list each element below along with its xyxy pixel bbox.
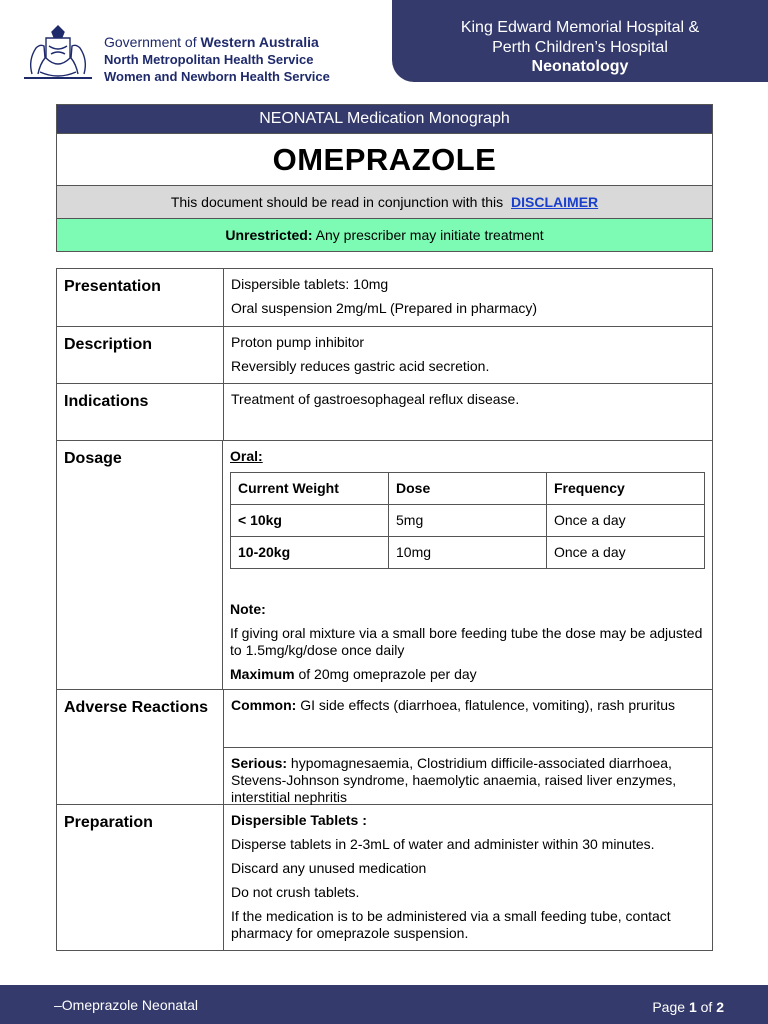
disclaimer-text: This document should be read in conjunction with this <box>170 194 504 210</box>
serious-label: Serious: <box>231 755 288 771</box>
dose-table <box>230 472 705 569</box>
page-footer <box>0 985 768 1024</box>
dose-header-weight: Current Weight <box>231 473 389 505</box>
gov-line-3: Women and Newborn Health Service <box>104 69 330 84</box>
label-dosage: Dosage <box>57 441 223 689</box>
row-adverse-reactions <box>57 689 712 804</box>
restriction-row <box>57 218 712 251</box>
government-logo <box>18 24 358 82</box>
preparation-heading: Dispersible Tablets : <box>231 812 367 828</box>
content-indications <box>224 384 712 440</box>
monograph-heading: NEONATAL Medication Monograph <box>57 105 712 133</box>
footer-doc-name: –Omeprazole Neonatal <box>54 997 198 1013</box>
content-presentation <box>224 269 712 326</box>
note-label: Note: <box>230 601 266 617</box>
common-label: Common: <box>231 697 297 713</box>
description-line: Proton pump inhibitor <box>231 334 365 350</box>
dose-table-header <box>231 473 705 505</box>
hospital-line-1: King Edward Memorial Hospital & <box>460 19 700 36</box>
dose-amount: 10mg <box>389 537 547 569</box>
label-description: Description <box>57 327 224 383</box>
hospital-line-2: Perth Children’s Hospital <box>492 38 668 56</box>
maximum-text: of 20mg omeprazole per day <box>298 666 477 682</box>
label-presentation: Presentation <box>57 269 224 326</box>
common-text: GI side effects (diarrhoea, flatulence, vomiting), rash pruritus <box>300 697 676 713</box>
content-dosage <box>223 441 712 689</box>
dose-amount: 5mg <box>389 505 547 537</box>
preparation-line: Do not crush tablets. <box>231 884 360 900</box>
dose-header-dose: Dose <box>389 473 547 505</box>
note-text: If giving oral mixture via a small bore feeding tube the dose may be adjusted to 1.5mg/kg/dose once daily <box>230 625 703 658</box>
hospital-line-3: Neonatology <box>531 58 629 75</box>
dose-weight: 10-20kg <box>231 537 389 569</box>
dose-weight: < 10kg <box>231 505 389 537</box>
presentation-line: Dispersible tablets: 10mg <box>231 276 389 292</box>
page-header <box>0 0 768 90</box>
gov-line-2: North Metropolitan Health Service <box>104 52 314 67</box>
maximum-dose <box>230 666 705 683</box>
restriction-label: Unrestricted: <box>225 227 313 243</box>
disclaimer-link[interactable]: DISCLAIMER <box>511 194 599 210</box>
label-adverse-reactions: Adverse Reactions <box>57 690 224 804</box>
preparation-line: If the medication is to be administered via a small feeding tube, contact pharmacy for omeprazole suspension. <box>231 908 671 941</box>
page-number: Page 1 of 2 <box>652 999 724 1015</box>
row-dosage <box>57 440 712 689</box>
content-preparation <box>224 805 712 950</box>
indications-line: Treatment of gastroesophageal reflux disease. <box>231 391 520 407</box>
monograph-table <box>56 268 713 951</box>
row-presentation <box>57 269 712 326</box>
dosage-route: Oral: <box>230 448 263 464</box>
adverse-common <box>224 697 712 747</box>
content-adverse-reactions <box>224 690 712 804</box>
monograph-title-block <box>56 104 713 252</box>
row-description <box>57 326 712 383</box>
label-preparation: Preparation <box>57 805 224 950</box>
maximum-label: Maximum <box>230 666 295 682</box>
dose-header-frequency: Frequency <box>547 473 705 505</box>
presentation-line: Oral suspension 2mg/mL (Prepared in pharmacy) <box>231 300 538 316</box>
row-preparation <box>57 804 712 950</box>
table-row <box>231 537 705 569</box>
dose-frequency: Once a day <box>547 505 705 537</box>
dose-frequency: Once a day <box>547 537 705 569</box>
serious-text: hypomagnesaemia, Clostridium difficile-associated diarrhoea, Stevens-Johnson syndrome, haemolytic anaemia, raised liver enzymes, interstitial nephritis <box>231 755 677 805</box>
drug-title: OMEPRAZOLE <box>57 133 712 185</box>
gov-line-1: Government of Western Australia <box>104 34 319 50</box>
description-line: Reversibly reduces gastric acid secretion. <box>231 358 490 374</box>
preparation-line: Discard any unused medication <box>231 860 427 876</box>
coat-of-arms-icon <box>18 24 98 82</box>
table-row <box>231 505 705 537</box>
preparation-line: Disperse tablets in 2-3mL of water and administer within 30 minutes. <box>231 836 655 852</box>
label-indications: Indications <box>57 384 224 440</box>
row-indications <box>57 383 712 440</box>
content-description <box>224 327 712 383</box>
adverse-serious <box>224 747 712 806</box>
restriction-text: Any prescriber may initiate treatment <box>315 227 544 243</box>
government-text <box>104 34 330 85</box>
hospital-banner <box>392 0 768 82</box>
disclaimer-row <box>57 185 712 218</box>
